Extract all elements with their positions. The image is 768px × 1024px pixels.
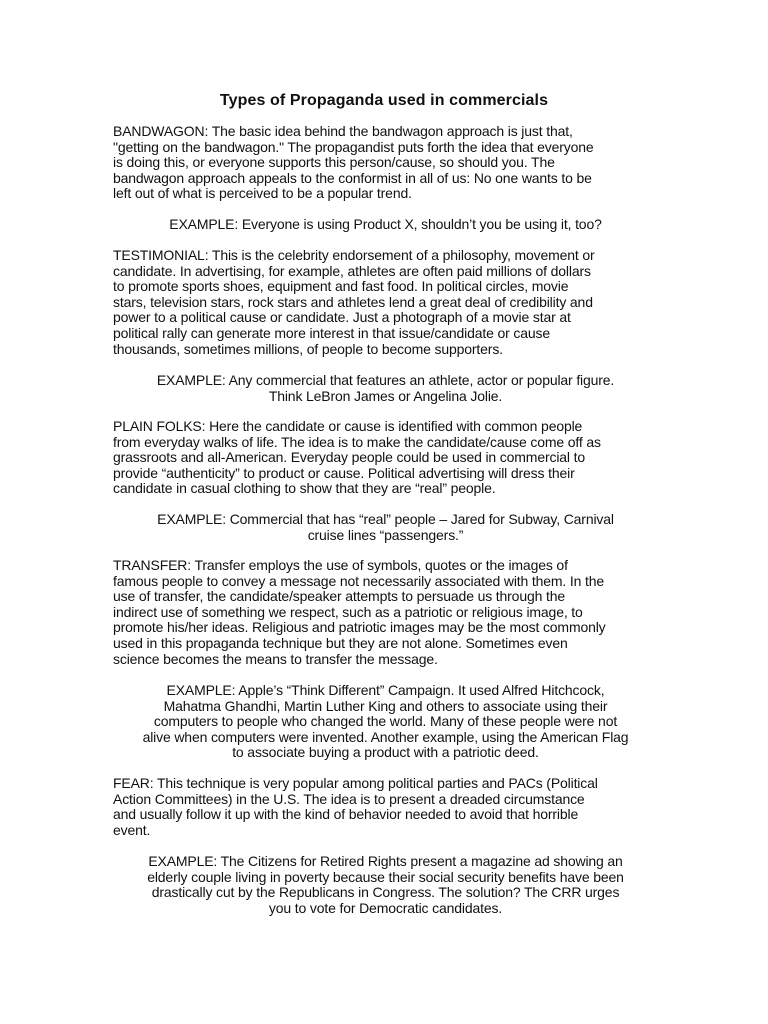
text-line: science becomes the means to transfer the message. [113, 650, 438, 667]
transfer-example [113, 683, 658, 761]
text-line: indirect use of something we respect, such as a patriotic or religious image, to [113, 603, 583, 620]
text-line: used in this propaganda technique but they are not alone. Sometimes even [113, 634, 568, 651]
text-line: "getting on the bandwagon." The propagandist puts forth the idea that everyone [113, 138, 594, 155]
example-line: EXAMPLE: Commercial that has “real” people – Jared for Subway, Carnival [157, 511, 614, 527]
text-line: promote his/her ideas. Religious and patriotic images may be the most commonly [113, 619, 606, 636]
text-line: Action Committees) in the U.S. The idea is to present a dreaded circumstance [113, 790, 585, 807]
example-line: you to vote for Democratic candidates. [268, 899, 503, 916]
example-line: drastically cut by the Republicans in Congress. The solution? The CRR urges [151, 884, 620, 901]
fear-example [113, 854, 658, 916]
example-line: EXAMPLE: Apple’s “Think Different” Campaign. It used Alfred Hitchcock, [166, 682, 605, 698]
text-line: candidate. In advertising, for example, athletes are often paid millions of dollars [113, 262, 591, 279]
example-line: to associate buying a product with a patriotic deed. [232, 744, 539, 761]
text-line: bandwagon approach appeals to the conformist in all of us: No one wants to be [113, 169, 592, 186]
text-line: to promote sports shoes, equipment and fast food. In political circles, movie [113, 278, 569, 295]
text-line: BANDWAGON: The basic idea behind the bandwagon approach is just that, [113, 123, 573, 139]
fear-paragraph [113, 776, 658, 838]
example-line: elderly couple living in poverty because their social security benefits have been [147, 868, 624, 885]
plain-folks-example [113, 512, 658, 543]
example-line: EXAMPLE: The Citizens for Retired Rights present a magazine ad showing an [148, 853, 623, 869]
text-line: from everyday walks of life. The idea is to make the candidate/cause come off as [113, 433, 601, 450]
text-line: PLAIN FOLKS: Here the candidate or cause is identified with common people [113, 418, 583, 434]
testimonial-example [113, 373, 658, 404]
text-line: grassroots and all-American. Everyday people could be used in commercial to [113, 449, 585, 466]
transfer-paragraph [113, 558, 658, 667]
testimonial-paragraph [113, 248, 658, 357]
text-line: FEAR: This technique is very popular among political parties and PACs (Political [113, 775, 598, 791]
example-line: alive when computers were invented. Another example, using the American Flag [142, 728, 629, 745]
text-line: use of transfer, the candidate/speaker attempts to persuade us through the [113, 588, 565, 605]
example-line: Mahatma Ghandhi, Martin Luther King and others to associate using their [163, 697, 608, 714]
text-line: political rally can generate more interest in that issue/candidate or cause [113, 324, 550, 341]
bandwagon-paragraph [113, 124, 658, 202]
document-title: Types of Propaganda used in commercials [219, 92, 549, 109]
text-line: stars, television stars, rock stars and athletes lend a great deal of credibility and [113, 293, 593, 310]
text-line: left out of what is perceived to be a popular trend. [113, 185, 412, 202]
text-line: thousands, sometimes millions, of people to become supporters. [113, 340, 503, 357]
text-line: event. [113, 821, 151, 838]
text-line: TRANSFER: Transfer employs the use of symbols, quotes or the images of [113, 557, 568, 573]
example-line: Think LeBron James or Angelina Jolie. [268, 387, 503, 404]
plain-folks-paragraph [113, 419, 658, 497]
text-line: is doing this, or everyone supports this person/cause, so should you. The [113, 154, 555, 171]
example-line: EXAMPLE: Everyone is using Product X, shouldn’t you be using it, too? [169, 216, 602, 232]
example-line: cruise lines “passengers.” [307, 526, 464, 543]
text-line: famous people to convey a message not necessarily associated with them. In the [113, 572, 605, 589]
text-line: and usually follow it up with the kind of behavior needed to avoid that horrible [113, 806, 579, 823]
example-line: EXAMPLE: Any commercial that features an athlete, actor or popular figure. [156, 372, 615, 388]
bandwagon-example [113, 217, 658, 233]
text-line: provide “authenticity” to product or cause. Political advertising will dress their [113, 464, 575, 481]
text-line: power to a political cause or candidate. Just a photograph of a movie star at [113, 309, 571, 326]
example-line: computers to people who changed the world. Many of these people were not [153, 713, 618, 730]
text-line: candidate in casual clothing to show that they are “real” people. [113, 480, 496, 497]
text-line: TESTIMONIAL: This is the celebrity endorsement of a philosophy, movement or [113, 247, 595, 263]
